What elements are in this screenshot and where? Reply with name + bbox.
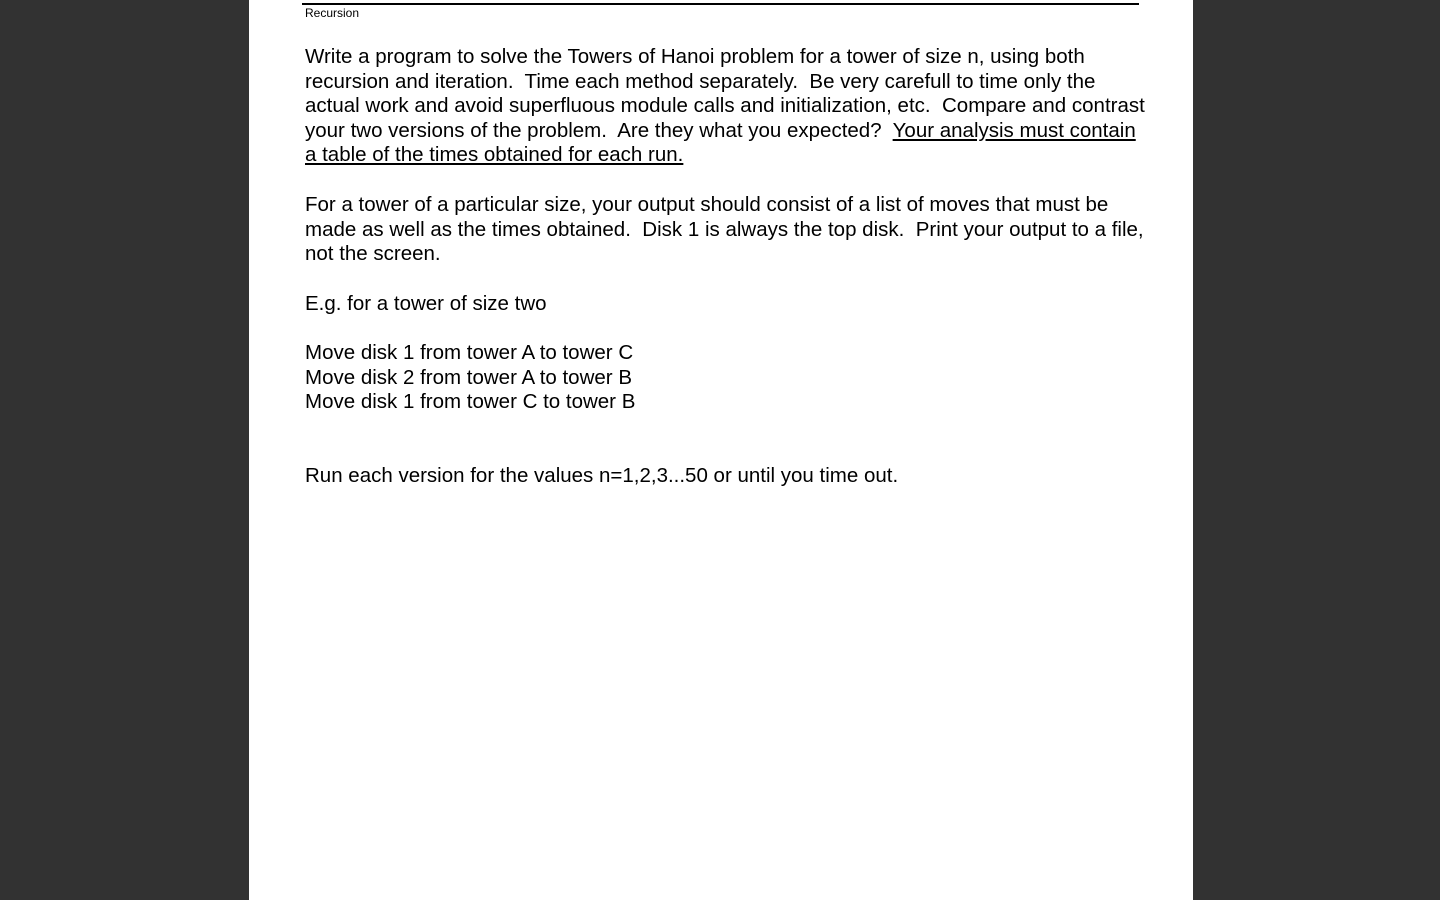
paragraph-run-instructions: Run each version for the values n=1,2,3...50 or until you time out. (305, 464, 899, 487)
paragraph-assignment-text: Write a program to solve the Towers of Hanoi problem for a tower of size n, using both recursion and iteration. Time each method separately. Be very carefull to time only the actual work and avoid superfluous module calls and initialization, etc. Compare and contrast your two versions of the problem. Are they what you expected? (305, 45, 1151, 142)
move-line: Move disk 1 from tower C to tower B (305, 390, 636, 414)
paragraph-output: For a tower of a particular size, your output should consist of a list of moves that must be made as well as the times obtained. Disk 1 is always the top disk. Print your output to a file, not the screen. (305, 193, 1150, 266)
header-rule (302, 3, 1139, 5)
moves-list (305, 341, 1145, 415)
paragraph-example: E.g. for a tower of size two (305, 292, 547, 315)
paragraph-assignment-underlined: Your analysis must contain a table of the times obtained for each run. (305, 118, 1136, 167)
paragraph-assignment (305, 45, 1151, 168)
move-line: Move disk 2 from tower A to tower B (305, 365, 632, 389)
move-line: Move disk 1 from tower A to tower C (305, 341, 634, 364)
document-page (249, 0, 1193, 900)
page-header: Recursion (305, 6, 360, 20)
